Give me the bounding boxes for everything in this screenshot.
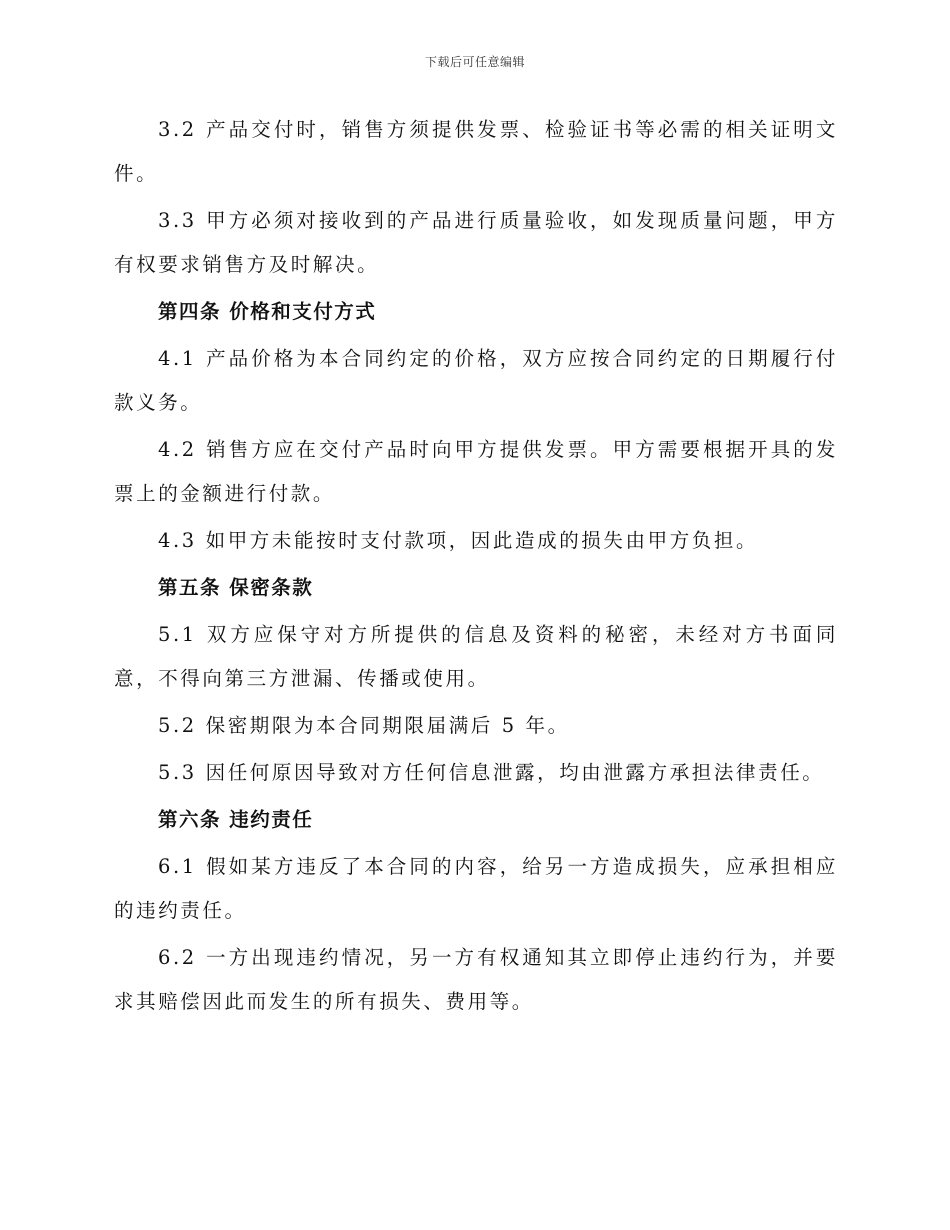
clause-3-2: 3.2 产品交付时，销售方须提供发票、检验证书等必需的相关证明文件。 bbox=[114, 118, 838, 185]
clause-6-2: 6.2 一方出现违约情况，另一方有权通知其立即停止违约行为，并要求其赔偿因此而发生的所有损失、费用等。 bbox=[114, 946, 838, 1013]
clause-5-2: 5.2 保密期限为本合同期限届满后 5 年。 bbox=[158, 714, 570, 737]
clause-3-3: 3.3 甲方必须对接收到的产品进行质量验收，如发现质量问题，甲方有权要求销售方及时解决。 bbox=[114, 209, 838, 276]
clause-6-1: 6.1 假如某方违反了本合同的内容，给另一方造成损失，应承担相应的违约责任。 bbox=[114, 855, 838, 922]
document-body bbox=[114, 108, 838, 1027]
clause-4-1: 4.1 产品价格为本合同约定的价格，双方应按合同约定的日期履行付款义务。 bbox=[114, 347, 838, 414]
clause-5-3: 5.3 因任何原因导致对方任何信息泄露，均由泄露方承担法律责任。 bbox=[158, 761, 825, 784]
page-header-note: 下载后可任意编辑 bbox=[424, 55, 525, 69]
clause-5-1: 5.1 双方应保守对方所提供的信息及资料的秘密，未经对方书面同意，不得向第三方泄漏、传播或使用。 bbox=[114, 623, 838, 690]
article-5-heading: 第五条 保密条款 bbox=[158, 576, 314, 599]
clause-4-3: 4.3 如甲方未能按时支付款项，因此造成的损失由甲方负担。 bbox=[158, 529, 759, 552]
article-6-heading: 第六条 违约责任 bbox=[158, 808, 314, 831]
article-4-heading: 第四条 价格和支付方式 bbox=[158, 300, 377, 323]
clause-4-2: 4.2 销售方应在交付产品时向甲方提供发票。甲方需要根据开具的发票上的金额进行付款。 bbox=[114, 438, 838, 505]
